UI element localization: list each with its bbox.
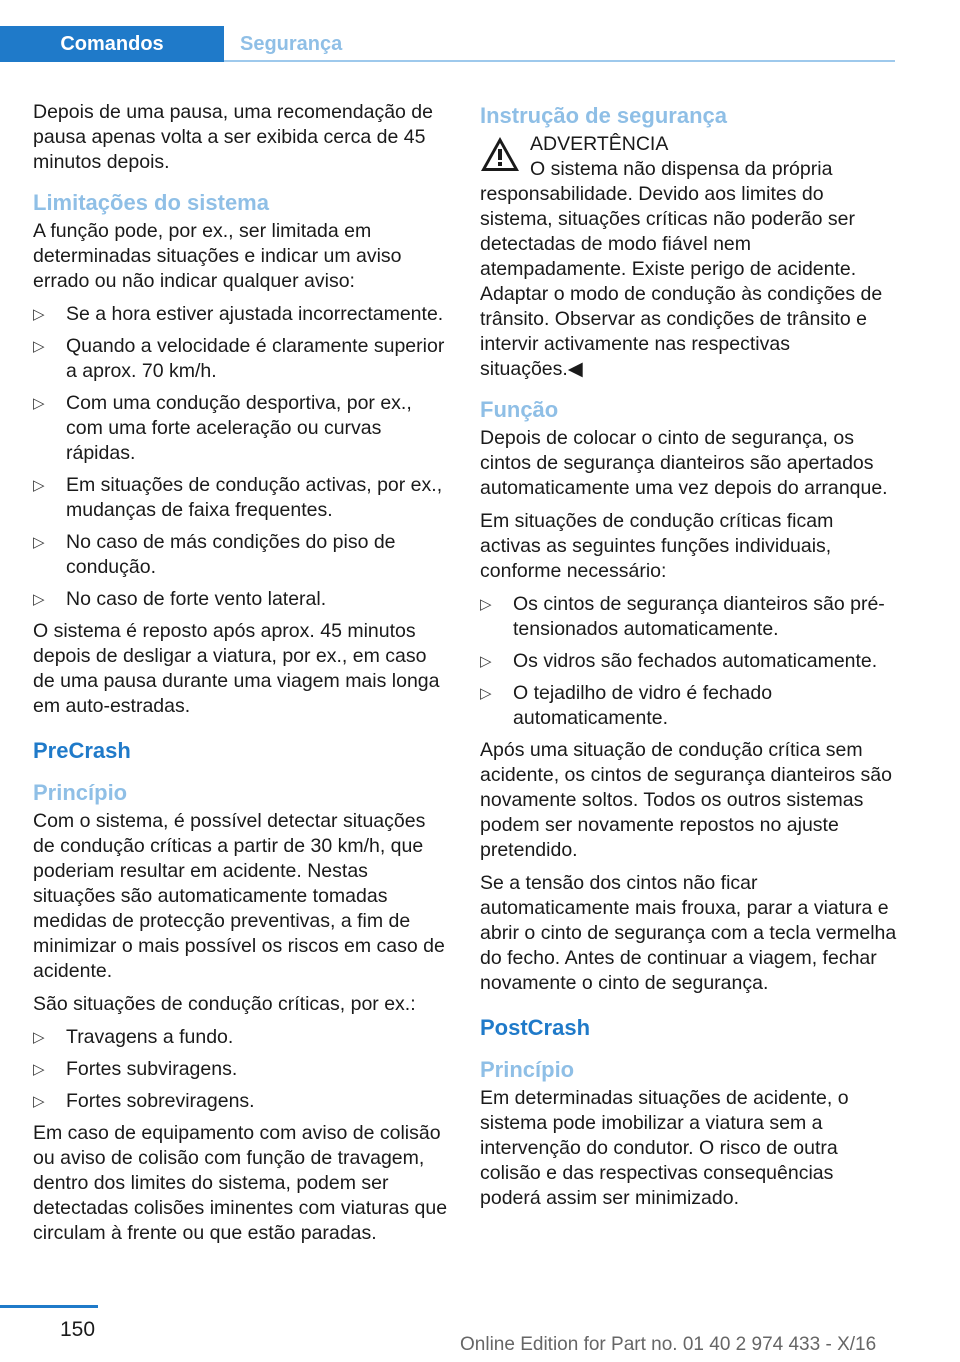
after-paragraph: Após uma situação de condução crítica sem acidente, os cintos de segurança dianteiros são novamente soltos. Todos os outros sistemas podem ser novamente repostos no ajuste pretendido. bbox=[480, 739, 892, 861]
list-item: ▷ Com uma condução desportiva, por ex., com uma forte aceleração ou curvas rápidas. bbox=[33, 392, 412, 464]
triangle-right-icon: ▷ bbox=[33, 395, 45, 412]
collision-paragraph: Em caso de equipamento com aviso de colisão ou aviso de colisão com função de travagem, dentro dos limites do sistema, podem ser detectadas colisões iminentes com viaturas que circulam à frente ou que estão paradas. bbox=[33, 1122, 448, 1244]
triangle-right-icon: ▷ bbox=[33, 534, 45, 551]
warning-text: O sistema não dispensa da própria responsabilidade. Devido aos limites do sistema, situações críticas não poderão ser detectadas de modo fiável nem atempadamente. Existe perigo de acidente. Adaptar o modo de condução às condições de trânsito. Observar as condições de trânsito e intervir activamente nas respectivas situações.◀ bbox=[480, 158, 883, 380]
tab-seguranca[interactable]: Segurança bbox=[240, 32, 343, 55]
page-header bbox=[0, 0, 895, 62]
triangle-right-icon: ▷ bbox=[480, 653, 492, 670]
list-item: ▷ No caso de más condições do piso de condução. bbox=[33, 531, 396, 578]
principle-paragraph: Com o sistema, é possível detectar situações de condução críticas a partir de 30 km/h, que poderiam resultar em acidente. Nestas situações são automaticamente tomadas medidas de protecção preventivas, a fim de minimizar o mais possível os riscos em caso de acidente. bbox=[33, 810, 445, 982]
warning-block bbox=[480, 132, 898, 382]
list-item: ▷ Se a hora estiver ajustada incorrectamente. bbox=[33, 303, 444, 325]
list-item: ▷ Em situações de condução activas, por ex., mudanças de faixa frequentes. bbox=[33, 474, 443, 521]
limits-heading: Limitações do sistema bbox=[33, 190, 269, 215]
reset-paragraph: O sistema é reposto após aprox. 45 minutos depois de desligar a viatura, por ex., em caso de uma pausa durante uma viagem mais longa em auto-estradas. bbox=[33, 620, 440, 717]
triangle-right-icon: ▷ bbox=[33, 1093, 45, 1110]
function-heading: Função bbox=[480, 397, 559, 422]
list-item: ▷ Fortes subviragens. bbox=[33, 1058, 238, 1080]
postcrash-principle-heading: Princípio bbox=[480, 1057, 575, 1082]
footer-divider bbox=[0, 1305, 98, 1308]
postcrash-principle-paragraph: Em determinadas situações de acidente, o sistema pode imobilizar a viatura sem a intervenção do condutor. O risco de outra colisão e das respectivas consequências poderá assim ser minimizado. bbox=[480, 1087, 849, 1209]
precrash-heading: PreCrash bbox=[33, 738, 131, 763]
page-number: 150 bbox=[60, 1318, 96, 1341]
list-item: ▷ Os vidros são fechados automaticamente. bbox=[480, 650, 878, 672]
right-column bbox=[480, 100, 898, 1219]
list-item: ▷ Travagens a fundo. bbox=[33, 1026, 234, 1048]
list-item: ▷ O tejadilho de vidro é fechado automaticamente. bbox=[480, 682, 773, 729]
left-column bbox=[33, 100, 451, 1254]
tab-comandos[interactable]: Comandos bbox=[0, 26, 224, 62]
header-divider bbox=[224, 60, 895, 62]
warning-triangle-icon bbox=[480, 136, 520, 172]
list-item: ▷ Os cintos de segurança dianteiros são pré-tensionados automaticamente. bbox=[480, 593, 885, 640]
triangle-right-icon: ▷ bbox=[480, 685, 492, 702]
list-item: ▷ No caso de forte vento lateral. bbox=[33, 588, 327, 610]
principle-heading: Princípio bbox=[33, 780, 128, 805]
critical-list bbox=[33, 1025, 451, 1114]
list-item: ▷ Fortes sobreviragens. bbox=[33, 1090, 255, 1112]
function-paragraph-1: Depois de colocar o cinto de segurança, os cintos de segurança dianteiros são apertados automaticamente uma vez depois do arranque. bbox=[480, 427, 888, 499]
warning-title: ADVERTÊNCIA bbox=[530, 133, 669, 155]
postcrash-heading: PostCrash bbox=[480, 1015, 591, 1040]
triangle-right-icon: ▷ bbox=[33, 477, 45, 494]
tension-paragraph: Se a tensão dos cintos não ficar automaticamente mais frouxa, parar a viatura e abrir o cinto de segurança com a tecla vermelha do fecho. Antes de continuar a viagem, fechar novamente o cinto de segurança. bbox=[480, 872, 897, 994]
triangle-right-icon: ▷ bbox=[33, 591, 45, 608]
function-paragraph-2: Em situações de condução críticas ficam activas as seguintes funções individuais, conforme necessário: bbox=[480, 510, 834, 582]
triangle-right-icon: ▷ bbox=[33, 1061, 45, 1078]
critical-intro-paragraph: São situações de condução críticas, por ex.: bbox=[33, 993, 416, 1015]
function-list bbox=[480, 592, 898, 731]
intro-paragraph: Depois de uma pausa, uma recomendação de pausa apenas volta a ser exibida cerca de 45 minutos depois. bbox=[33, 101, 433, 173]
triangle-right-icon: ▷ bbox=[33, 306, 45, 323]
limits-paragraph: A função pode, por ex., ser limitada em determinadas situações e indicar um aviso errado ou não indicar qualquer aviso: bbox=[33, 220, 402, 292]
triangle-right-icon: ▷ bbox=[33, 338, 45, 355]
safety-heading: Instrução de segurança bbox=[480, 103, 727, 128]
limits-list bbox=[33, 302, 451, 612]
triangle-right-icon: ▷ bbox=[33, 1029, 45, 1046]
triangle-right-icon: ▷ bbox=[480, 596, 492, 613]
edition-text: Online Edition for Part no. 01 40 2 974 433 - X/16 bbox=[460, 1334, 877, 1355]
list-item: ▷ Quando a velocidade é claramente superior a aprox. 70 km/h. bbox=[33, 335, 445, 382]
